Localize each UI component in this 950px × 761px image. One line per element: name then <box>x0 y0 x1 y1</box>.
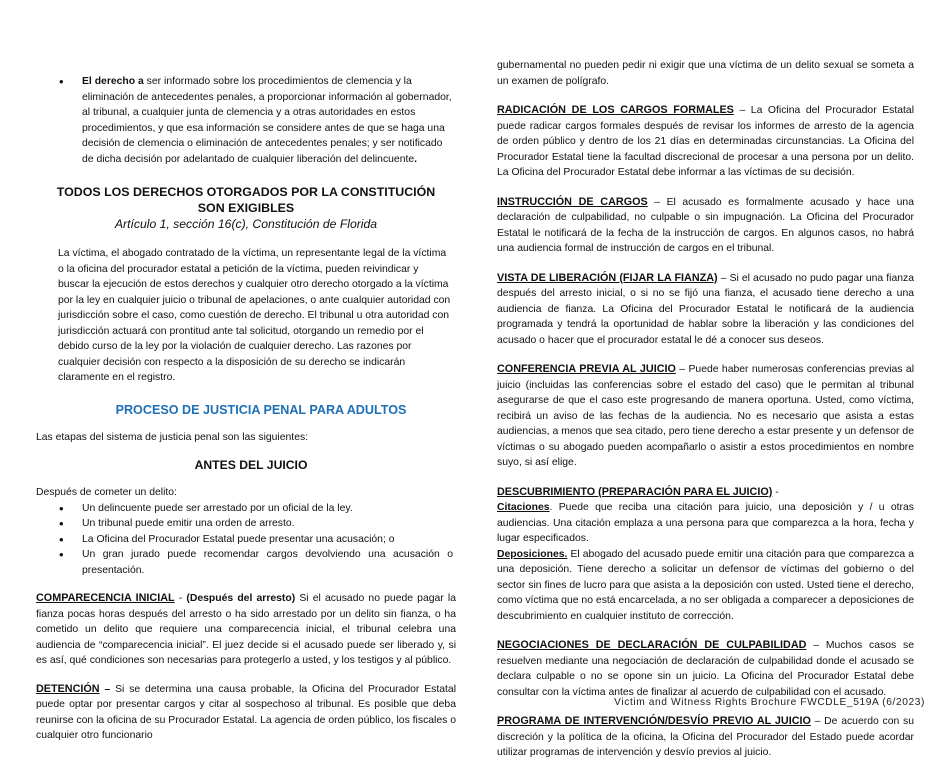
constitution-subheading: Artículo 1, sección 16(c), Constitución de Florida <box>114 217 378 231</box>
bond-hearing-text: Si el acusado no pudo pagar una fianza después del arresto inicial, o si no se fijó una fianza, el acusado tiene derecho a una audiencia de fianza. La Oficina del Procurador Estatal le notificará de la audiencia programada y tendrá la oportunidad de hablar sobre la liberación y las condiciones del acusado o hacer que el procurador estatal le dé a conocer sus deseos. <box>497 272 914 346</box>
subpoenas-term: Citaciones <box>497 502 550 513</box>
detention-section <box>36 682 456 744</box>
first-appearance-qualifier: (Después del arresto) <box>186 593 296 604</box>
arraignment-section <box>497 195 914 257</box>
bond-hearing-title: VISTA DE LIBERACIÓN (FIJAR LA FIANZA) <box>497 271 718 284</box>
depositions-term: Deposiciones. <box>497 548 568 560</box>
detention-dash: – <box>99 683 111 695</box>
arraignment-dash: – <box>647 196 661 208</box>
after-crime-item: • La Oficina del Procurador Estatal puede presentar una acusación; o <box>59 532 453 548</box>
document-footer: Victim and Witness Rights Brochure FWCDLE_519A (6/2023) <box>614 697 925 708</box>
bond-hearing-dash: – <box>717 272 727 284</box>
after-crime-intro: Después de cometer un delito: <box>36 487 177 498</box>
detention-text: Si se determina una causa probable, la Oficina del Procurador Estatal puede optar por presentar cargos y citar al sospechoso al tribunal. Es posible que deba reunirse con la oficina de su Procurador Estatal. La agencia de orden público, los fiscales o cualquier otro funcionario <box>36 683 457 741</box>
first-appearance-text: Si el acusado no puede pagar la fianza pocas horas después del arresto o ha sido arrestado por un delito sin fianza, o ha cometido un delito que requiere una comparecencia inicial, el tribunal celebra una audiencia de “comparecencia inicial”. El juez decide si el acusado puede ser liberado y, si es así, qué condiciones son necesarias para protegerlo a usted, y los testigos y al público. <box>36 593 456 666</box>
subpoenas-paragraph <box>497 500 914 547</box>
subpoenas-text: . Puede que reciba una citación para juicio, una deposición y / u otras audiencias. Una citación emplaza a una persona para que comparezca a la hora, fecha y lugar especificados. <box>497 502 914 544</box>
arraignment-text: El acusado es formalmente acusado y hace una declaración de culpabilidad, no culpable o sin impugnación. La Oficina del Procurador Estatal le notificará de la fecha de la instrucción de cargos. En algunos casos, no habrá una audiencia formal de instrucción de cargos en el tribunal. <box>497 196 914 254</box>
diversion-text: De acuerdo con su discreción y la política de la oficina, la Oficina del Procurador del Estado puede acordar utilizar programas de intervención y desvío previos al juicio. <box>497 716 914 758</box>
pretrial-conference-section <box>497 362 914 471</box>
before-trial-heading: ANTES DEL JUICIO <box>194 457 308 472</box>
arraignment-title: INSTRUCCIÓN DE CARGOS <box>497 195 648 208</box>
first-appearance-sep: - <box>174 593 187 604</box>
plea-dash: – <box>806 640 820 651</box>
depositions-paragraph <box>497 547 914 625</box>
constitution-paragraph: La víctima, el abogado contratado de la víctima, un representante legal de la víctima o la oficina del procurador estatal a petición de la víctima, pueden reivindicar y buscar la ejecución de estos derechos y cualquier otro derecho otorgado a la víctima por la ley en cualquier juicio o tribunal de apelaciones, o ante cualquier autoridad con jurisdicción sobre el caso, como cuestión de derecho. El tribunal u otra autoridad con jurisdicción actuará con prontitud ante tal solicitud, otorgando un remedio por el debido curso de la ley por la violación de cualquier derecho. Las razones por cualquier decisión con respecto a la disposición de su derecho se indicarán claramente en el registro. <box>58 248 451 383</box>
discovery-dash: - <box>772 486 779 498</box>
rights-bullet-end: . <box>414 153 418 165</box>
depositions-text: El abogado del acusado puede emitir una citación para que comparezca a una deposición. Tiene derecho a solicitar un defensor de víctimas del gobierno o del sector sin fines de lucro para que asista a la deposición con usted. Usted tiene el derecho, como víctima que no está encarcelada, a no ser obligada a comparecer a deposiciones de descubrimiento en cualquier instituto de corrección. <box>497 548 914 622</box>
rights-bullet-lead: El derecho a <box>82 76 144 87</box>
plea-title: NEGOCIACIONES DE DECLARACIÓN DE CULPABILIDAD <box>497 639 807 651</box>
first-appearance-title: COMPARECENCIA INICIAL <box>36 592 175 604</box>
left-column <box>36 74 456 744</box>
continuation-text: gubernamental no pueden pedir ni exigir que una víctima de un delito sexual se someta a un examen de polígrafo. <box>497 60 914 87</box>
detention-title: DETENCIÓN <box>36 682 100 695</box>
plea-text: Muchos casos se resuelven mediante una negociación de declaración de culpabilidad donde el acusado se declara culpable o no se opone sin un juicio. La Oficina del Procurador Estatal debe consultar con la víctima antes de finalizar al acuerdo de culpabilidad con el acusado. <box>497 640 914 698</box>
rights-bullet-list <box>59 74 456 167</box>
after-crime-list <box>59 501 453 579</box>
filing-section <box>497 103 914 181</box>
after-crime-item: • Un delincuente puede ser arrestado por un oficial de la ley. <box>59 501 453 517</box>
filing-title: RADICACIÓN DE LOS CARGOS FORMALES <box>497 104 734 116</box>
filing-text: La Oficina del Procurador Estatal puede radicar cargos formales después de revisar los informes de arresto de la agencia de orden público y dentro de los 21 días en determinadas circunstancias. La Oficina del Procurador Estatal tiene la facultad discrecional de procesar a una persona por un delito. La Oficina del Procurador Estatal debe informar a las víctimas de su decisión. <box>497 105 915 178</box>
diversion-title: PROGRAMA DE INTERVENCIÓN/DESVÍO PREVIO AL JUICIO <box>497 715 811 727</box>
discovery-title: DESCUBRIMIENTO (PREPARACIÓN PARA EL JUICIO) <box>497 485 773 498</box>
rights-bullet-item <box>59 74 456 167</box>
first-appearance-section <box>36 591 456 669</box>
bond-hearing-section <box>497 271 914 349</box>
diversion-dash: – <box>810 716 821 727</box>
right-column <box>497 58 914 761</box>
discovery-heading-line <box>497 485 914 501</box>
rights-bullet-text: ser informado sobre los procedimientos de clemencia y la eliminación de antecedentes penales, a proporcionar información al gobernador, al tribunal, a cualquier junta de clemencia y a otras autoridades en estos procedimientos, y que esa información se considere antes de que se haga una decisión de clemencia o eliminación de antecedentes penales; y ser notificado de dicha decisión por adelantado de cualquier liberación del delincuente <box>82 76 452 165</box>
filing-dash: – <box>733 105 746 116</box>
pretrial-conference-title: CONFERENCIA PREVIA AL JUICIO <box>497 363 676 375</box>
diversion-section <box>497 714 914 761</box>
process-heading: PROCESO DE JUSTICIA PENAL PARA ADULTOS <box>115 402 407 417</box>
pretrial-conference-dash: – <box>675 364 686 375</box>
process-intro: Las etapas del sistema de justicia penal son las siguientes: <box>36 432 309 443</box>
after-crime-item: • Un tribunal puede emitir una orden de arresto. <box>59 516 453 532</box>
discovery-section <box>497 485 914 625</box>
pretrial-conference-text: Puede haber numerosas conferencias previas al juicio (incluidas las conferencias sobre el estado del caso) que le permitan al tribunal asegurarse de que el caso este progresando de manera oportuna. Usted, como víctima, recibirá un aviso de las fechas de la audiencia. No es necesario que asista a estas audiencias, a menos que sea citado, pero tiene derecho a estar presente y un defensor de víctimas o su abogado pueden acompañarlo o asistir a estos procedimientos en nombre suyo, si así elige. <box>497 364 914 468</box>
plea-section <box>497 638 914 700</box>
after-crime-item: • Un gran jurado puede recomendar cargos devolviendo una acusación o presentación. <box>59 547 453 578</box>
constitution-heading: TODOS LOS DERECHOS OTORGADOS POR LA CONSTITUCIÓN SON EXIGIBLES <box>56 185 436 215</box>
